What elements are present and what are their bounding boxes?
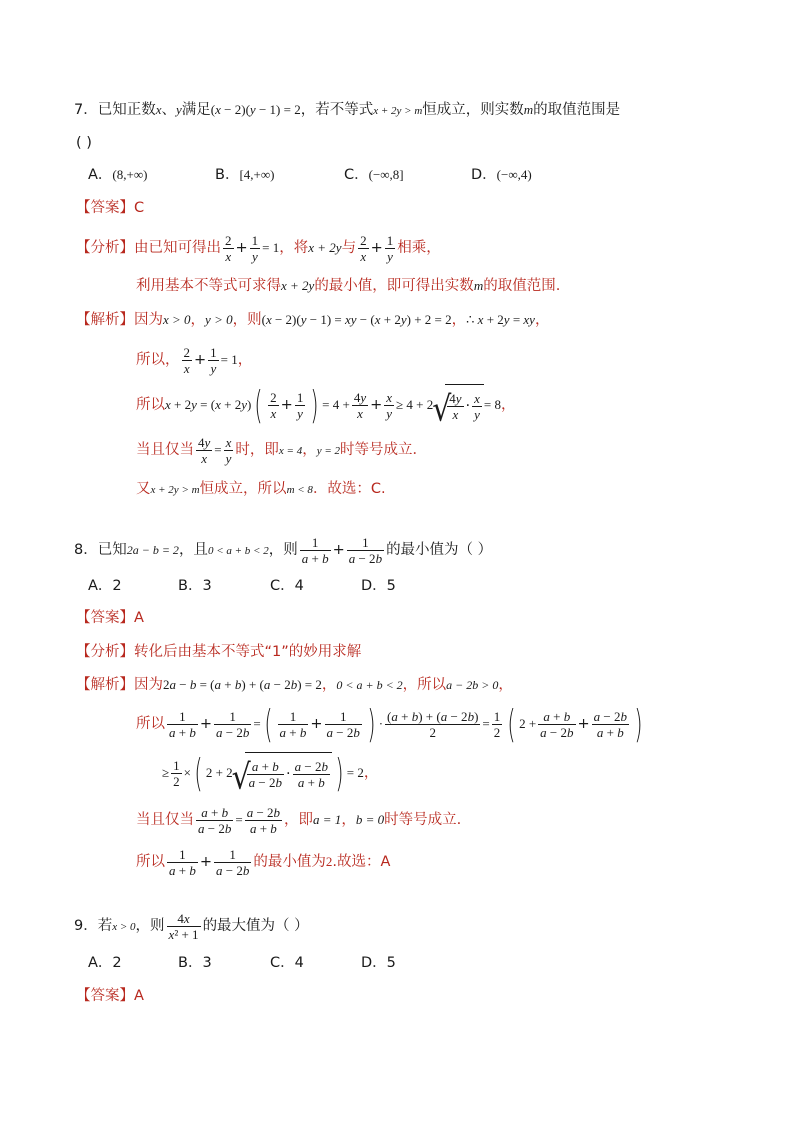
q8-solution-1 (76, 675, 513, 695)
solution-tag: 【解析】 (76, 677, 134, 693)
stem-text: 已知正数 (97, 102, 156, 118)
math: $\frac{a + b}{a - 2b}$ = $\frac{a - 2b}{a + b}$ (198, 804, 281, 836)
math: (x − 2)(y − 1) = xy − (x + 2y) + 2 = 2 (261, 312, 452, 327)
solution-text: 所以 (136, 716, 165, 732)
option-label: D． (471, 167, 497, 183)
q8-option-b (178, 576, 212, 596)
solution-text: ，则 (232, 312, 262, 328)
math: ∴ x + 2y = xy (466, 312, 535, 327)
option-label: B．3 (178, 578, 212, 594)
solution-text: ， (498, 677, 513, 693)
solution-text: ， (534, 312, 550, 328)
solution-text: 所以 (136, 397, 165, 413)
q8-answer (76, 608, 144, 628)
solution-text: 时等号成立. (384, 812, 462, 828)
solution-text: 所以 (136, 854, 165, 870)
option-label: A． (88, 167, 113, 183)
math: x = 4 (278, 445, 303, 457)
solution-text: ．故选：C. (312, 481, 386, 497)
math: m (523, 102, 534, 117)
math: $\frac{2}{x}$ + $\frac{1}{y}$ = 1 (225, 232, 280, 264)
solution-text: ，所以 (402, 677, 447, 693)
q7-solution-3: 所以x + 2y = (x + 2y)( $\frac{2}{x}$ + $\frac{1}{y}$ ) = 4 + $\frac{4y}{x}$ + $\frac{x}{y}$ ≥ 4 + 2 √ $\frac{4y}{x}$ · $\frac{x}{y}$ = 8， (136, 384, 516, 426)
option-label: A．2 (88, 578, 122, 594)
q7-solution-2: 所以， $\frac{2}{x}$ + $\frac{1}{y}$ = 1， (136, 344, 253, 376)
math: 0 < a + b < 2 (336, 678, 403, 692)
math: (−∞,8] (368, 167, 404, 182)
solution-text: 时等号成立． (340, 442, 428, 458)
stem-text: ，若不等式 (300, 102, 374, 118)
stem-text: 的最小值为（ ） (386, 542, 493, 558)
math: $\frac{2}{x}$ + $\frac{1}{y}$ = 1 (183, 344, 238, 376)
q7-paren (76, 133, 92, 153)
solution-text: 时，即 (235, 442, 279, 458)
solution-text: 的最小值为 (253, 854, 326, 870)
q7-stem (74, 100, 620, 121)
q9-answer (76, 986, 144, 1006)
min-value: 2 (325, 854, 333, 869)
q9-option-a (88, 953, 122, 973)
math: x + 2y > m (373, 105, 423, 117)
math: ≥ $\frac{1}{2}$ ×( 2 + 2 √ $\frac{a + b}{a - 2b}$ · $\frac{a - 2b}{a + b}$ ) = 2 (162, 765, 364, 781)
option-label: C．4 (270, 955, 304, 971)
math: y = 2 (316, 445, 341, 457)
math: x + 2y (281, 278, 315, 293)
answer-paren: ( ) (76, 135, 92, 151)
analysis-text: 转化后由基本不等式“1”的妙用求解 (134, 644, 362, 660)
question-number: 9． (74, 918, 98, 934)
solution-text: 又 (136, 481, 151, 497)
answer-tag: 【答案】 (76, 200, 134, 216)
option-label: C．4 (270, 578, 304, 594)
q7-analysis (76, 228, 441, 268)
q8-solution-5 (136, 842, 390, 882)
math: a − 2b > 0 (446, 678, 499, 692)
solution-text: 当且仅当 (136, 442, 194, 458)
math: 2a − b = (a + b) + (a − 2b) = 2 (163, 677, 322, 692)
solution-text: ， (451, 312, 467, 328)
analysis-text: 利用基本不等式可求得 (136, 278, 281, 294)
analysis-text: 的取值范围. (483, 278, 561, 294)
math: x + 2y (308, 240, 342, 255)
option-label: B．3 (178, 955, 212, 971)
math: x + 2y = (x + 2y)( $\frac{2}{x}$ + $\frac{1}{y}$ ) = 4 + $\frac{4y}{x}$ + $\frac{x}{y}$ ≥ 4 + 2 √ $\frac{4y}{x}$ · $\frac{x}{y}$ = 8 (165, 397, 501, 413)
analysis-text: 与 (341, 240, 357, 256)
q9-option-c (270, 953, 304, 973)
math: x (155, 102, 162, 117)
math: (−∞,4) (496, 167, 532, 182)
analysis-tag: 【分析】 (76, 240, 134, 256)
stem-text: 的取值范围是 (533, 102, 621, 118)
solution-text: ， (321, 677, 337, 693)
q7-option-a (88, 165, 147, 185)
answer-value: A (134, 988, 144, 1004)
math: 0 < a + b < 2 (207, 545, 269, 557)
math: (x − 2)(y − 1) = 2 (210, 102, 301, 117)
question-number: 7． (74, 102, 98, 118)
solution-text: ， (302, 442, 317, 458)
solution-text: 所以， (136, 352, 180, 368)
solution-text: 恒成立，所以 (199, 481, 287, 497)
stem-text: 、 (161, 102, 177, 118)
question-number: 8． (74, 542, 98, 558)
solution-text: ， (341, 812, 356, 828)
option-label: C． (344, 167, 369, 183)
math: $\frac{2}{x}$ + $\frac{1}{y}$ (360, 232, 394, 264)
answer-value: A (134, 610, 144, 626)
q8-stem (74, 530, 492, 571)
answer-tag: 【答案】 (76, 988, 134, 1004)
q7-solution-4 (136, 430, 427, 471)
math: $\frac{4y}{x}$ = $\frac{x}{y}$ (198, 434, 232, 466)
answer-value: C (134, 200, 145, 216)
analysis-text: ，将 (279, 240, 309, 256)
solution-tag: 【解析】 (76, 312, 134, 328)
stem-text: ，且 (178, 542, 208, 558)
math: $\frac{1}{a + b}$ + $\frac{1}{a - 2b}$ =( $\frac{1}{a + b}$ + $\frac{1}{a - 2b}$ ) · $\frac{(a + b) + (a - 2b)}{2}$ = $\frac{1}{2}$ ( 2 + $\frac{a + b}{a - 2b}$ + $\frac{a - 2b}{a + b}$ ) (169, 702, 643, 746)
q7-analysis-2 (136, 276, 560, 296)
solution-text: .故选：A (332, 854, 391, 870)
q8-option-d (361, 576, 396, 596)
q7-solution-1 (76, 310, 549, 330)
q7-solution-5 (136, 479, 386, 500)
q8-option-c (270, 576, 304, 596)
option-label: B． (215, 167, 240, 183)
stem-text: 满足 (181, 102, 211, 118)
analysis-text: 相乘， (397, 240, 441, 256)
math: $\frac{1}{a + b}$ + $\frac{1}{a - 2b}$ (301, 534, 383, 566)
stem-text: ，则 (135, 918, 165, 934)
math: (8,+∞) (112, 167, 148, 182)
math: [4,+∞) (239, 167, 275, 182)
answer-tag: 【答案】 (76, 610, 134, 626)
option-label: D．5 (361, 955, 396, 971)
math: 2a − b = 2 (126, 543, 179, 557)
solution-text: 当且仅当 (136, 812, 194, 828)
stem-text: 恒成立，则实数 (422, 102, 524, 118)
math: x + 2y > m (150, 484, 200, 496)
q7-answer (76, 198, 144, 218)
q8-solution-4 (136, 800, 461, 840)
math: a = 1 (313, 812, 342, 827)
option-label: D．5 (361, 578, 396, 594)
stem-text: 若 (97, 918, 113, 934)
math: m < 8 (286, 484, 313, 496)
q9-option-b (178, 953, 212, 973)
solution-text: 因为 (134, 677, 163, 693)
math: y > 0 (205, 312, 233, 327)
q9-stem (74, 906, 309, 947)
stem-text: ，则 (268, 542, 298, 558)
analysis-text: 的最小值，即可得出实数 (314, 278, 474, 294)
analysis-tag: 【分析】 (76, 644, 134, 660)
solution-text: ，即 (284, 812, 314, 828)
math: $\frac{1}{a + b}$ + $\frac{1}{a - 2b}$ (169, 846, 250, 878)
math: m (473, 278, 484, 293)
solution-text: 因为 (134, 312, 163, 328)
math: x > 0 (112, 921, 136, 933)
solution-text: ， (190, 312, 206, 328)
q7-option-b (215, 165, 274, 185)
math: x > 0 (163, 312, 191, 327)
q7-option-d (471, 165, 532, 185)
q8-analysis (76, 642, 361, 662)
q9-option-d (361, 953, 396, 973)
option-label: A．2 (88, 955, 122, 971)
math: $\frac{4x}{\text{x² + 1}}$ (168, 910, 199, 942)
q8-solution-3: ≥ $\frac{1}{2}$ ×( 2 + 2 √ $\frac{a + b}{a - 2b}$ · $\frac{a - 2b}{a + b}$ ) = 2， (162, 752, 378, 794)
q7-option-c (344, 165, 404, 185)
math: y (176, 102, 182, 117)
stem-text: 已知 (97, 542, 127, 558)
q8-solution-2 (136, 704, 646, 744)
math: b = 0 (355, 812, 385, 827)
q8-option-a (88, 576, 122, 596)
analysis-text: 由已知可得出 (134, 240, 221, 256)
stem-text: 的最大值为（ ） (202, 918, 309, 934)
